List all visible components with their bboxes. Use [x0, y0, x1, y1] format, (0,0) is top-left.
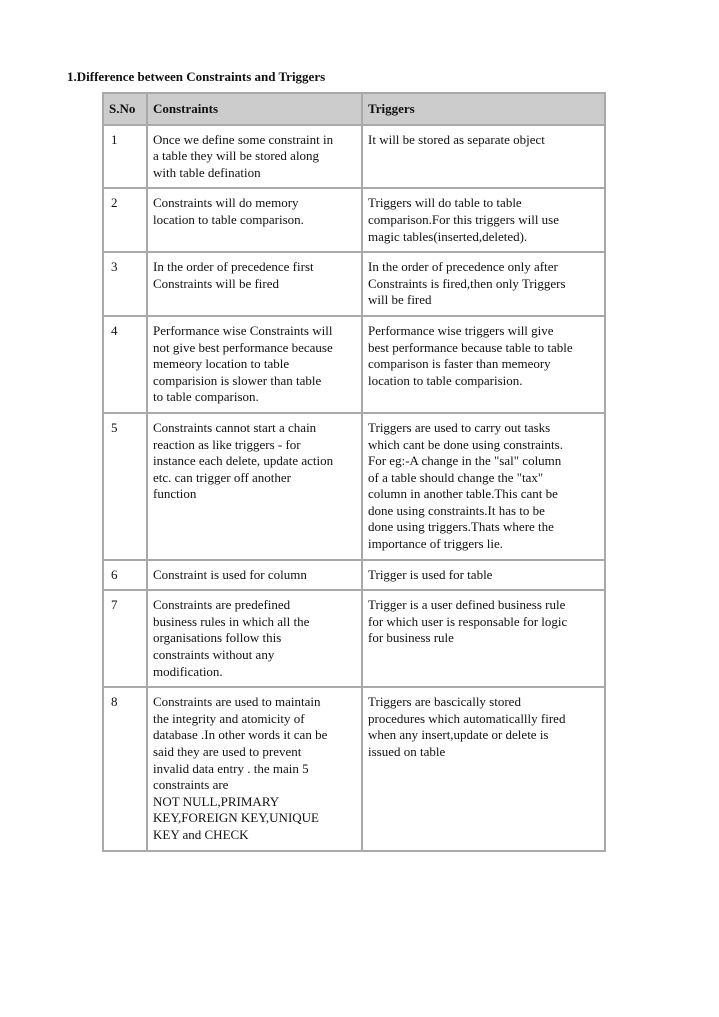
- triggers-text-line: comparison.For this triggers will use: [368, 211, 560, 227]
- constraints-text-line: constraints without any: [153, 647, 275, 663]
- header-triggers: Triggers: [362, 93, 605, 125]
- constraints-text-line: Constraints will be fired: [153, 275, 280, 291]
- triggers-text-line: Triggers are bascically stored: [368, 694, 521, 710]
- cell-constraints: [147, 590, 362, 687]
- triggers-text-line: For eg:-A change in the "sal" column: [368, 453, 562, 469]
- triggers-text-line: Constraints is fired,then only Triggers: [368, 275, 566, 291]
- constraints-text-line: instance each delete, update action: [153, 453, 334, 469]
- constraints-text-line: modification.: [153, 663, 223, 679]
- header-constraints: Constraints: [147, 93, 362, 125]
- constraints-text-line: NOT NULL,PRIMARY: [153, 793, 280, 809]
- constraints-text-line: a table they will be stored along: [153, 148, 320, 164]
- header-sno: S.No: [103, 93, 147, 125]
- constraints-text-line: Constraints are predefined: [153, 597, 291, 613]
- constraints-text-line: organisations follow this: [153, 630, 282, 646]
- triggers-text-line: procedures which automaticallly fired: [368, 710, 566, 726]
- constraints-text-line: Constraints cannot start a chain: [153, 419, 317, 435]
- triggers-text-line: done using triggers.Thats where the: [368, 519, 554, 535]
- cell-triggers: [362, 316, 605, 413]
- triggers-text-line: Trigger is a user defined business rule: [368, 597, 566, 613]
- triggers-text-line: issued on table: [368, 744, 446, 759]
- cell-sno: 2: [103, 188, 147, 252]
- table-row: [103, 316, 605, 413]
- table-header-row: [103, 93, 605, 125]
- cell-triggers: [362, 590, 605, 687]
- triggers-text-line: Triggers will do table to table: [368, 195, 522, 211]
- triggers-text-line: Triggers are used to carry out tasks: [368, 419, 551, 435]
- constraints-text-line: KEY and CHECK: [153, 826, 249, 842]
- triggers-text-line: for business rule: [368, 630, 454, 646]
- triggers-text-line: which cant be done using constraints.: [368, 436, 563, 452]
- cell-constraints: [147, 188, 362, 252]
- constraints-text-line: Performance wise Constraints will: [153, 322, 333, 338]
- constraints-text-line: In the order of precedence first: [153, 259, 314, 275]
- triggers-text-line: magic tables(inserted,deleted).: [368, 228, 528, 244]
- constraints-text-line: memeory location to table: [153, 356, 290, 372]
- table-row: [103, 188, 605, 252]
- table-row: [103, 125, 605, 189]
- constraints-text-line: Constraints will do memory: [153, 195, 299, 211]
- cell-sno: 6: [103, 560, 147, 591]
- triggers-text-line: Trigger is used for table: [368, 566, 493, 582]
- cell-triggers: [362, 188, 605, 252]
- constraints-text-line: to table comparison.: [153, 389, 259, 405]
- table-row: [103, 413, 605, 560]
- cell-triggers: [362, 252, 605, 316]
- triggers-text-line: In the order of precedence only after: [368, 259, 558, 275]
- cell-constraints: [147, 687, 362, 850]
- constraints-text-line: database .In other words it can be: [153, 727, 328, 743]
- cell-triggers: [362, 125, 605, 189]
- table-row: [103, 590, 605, 687]
- cell-sno: 4: [103, 316, 147, 413]
- constraints-text-line: function: [153, 486, 197, 502]
- triggers-text-line: when any insert,update or delete is: [368, 727, 549, 743]
- table-row: [103, 252, 605, 316]
- cell-sno: 8: [103, 687, 147, 850]
- comparison-table: [102, 92, 606, 852]
- constraints-text-line: location to table comparison.: [153, 211, 304, 227]
- cell-constraints: [147, 413, 362, 560]
- triggers-text-line: importance of triggers lie.: [368, 536, 504, 552]
- cell-constraints: [147, 560, 362, 591]
- constraints-text-line: with table defination: [153, 164, 261, 180]
- triggers-text-line: location to table comparision.: [368, 372, 523, 388]
- constraints-text-line: Constraints are used to maintain: [153, 694, 321, 710]
- cell-sno: 3: [103, 252, 147, 316]
- constraints-text-line: KEY,FOREIGN KEY,UNIQUE: [153, 810, 319, 826]
- document-heading: 1.Difference between Constraints and Triggers: [67, 69, 326, 84]
- triggers-text-line: column in another table.This cant be: [368, 486, 558, 502]
- constraints-text-line: reaction as like triggers - for: [153, 436, 301, 452]
- cell-constraints: [147, 125, 362, 189]
- triggers-text-line: best performance because table to table: [368, 339, 573, 355]
- cell-constraints: [147, 316, 362, 413]
- triggers-text-line: will be fired: [368, 292, 432, 308]
- triggers-text-line: Performance wise triggers will give: [368, 322, 554, 338]
- constraints-text-line: Once we define some constraint in: [153, 131, 334, 147]
- table-row: [103, 687, 605, 850]
- cell-triggers: [362, 687, 605, 850]
- constraints-text-line: Constraint is used for column: [153, 566, 307, 582]
- triggers-text-line: done using constraints.It has to be: [368, 502, 545, 518]
- constraints-text-line: not give best performance because: [153, 339, 333, 355]
- constraints-text-line: etc. can trigger off another: [153, 469, 291, 485]
- cell-sno: 5: [103, 413, 147, 560]
- cell-sno: 1: [103, 125, 147, 189]
- constraints-text-line: invalid data entry . the main 5: [153, 760, 309, 776]
- cell-triggers: [362, 413, 605, 560]
- triggers-text-line: comparison is faster than memeory: [368, 356, 551, 372]
- constraints-text-line: constraints are: [153, 777, 229, 793]
- triggers-text-line: It will be stored as separate object: [368, 131, 545, 147]
- table-row: [103, 560, 605, 591]
- cell-constraints: [147, 252, 362, 316]
- triggers-text-line: of a table should change the "tax": [368, 469, 544, 485]
- cell-sno: 7: [103, 590, 147, 687]
- triggers-text-line: for which user is responsable for logic: [368, 613, 568, 629]
- constraints-text-line: comparision is slower than table: [153, 372, 322, 388]
- constraints-text-line: business rules in which all the: [153, 613, 310, 629]
- cell-triggers: [362, 560, 605, 591]
- constraints-text-line: said they are used to prevent: [153, 744, 302, 759]
- constraints-text-line: the integrity and atomicity of: [153, 710, 305, 726]
